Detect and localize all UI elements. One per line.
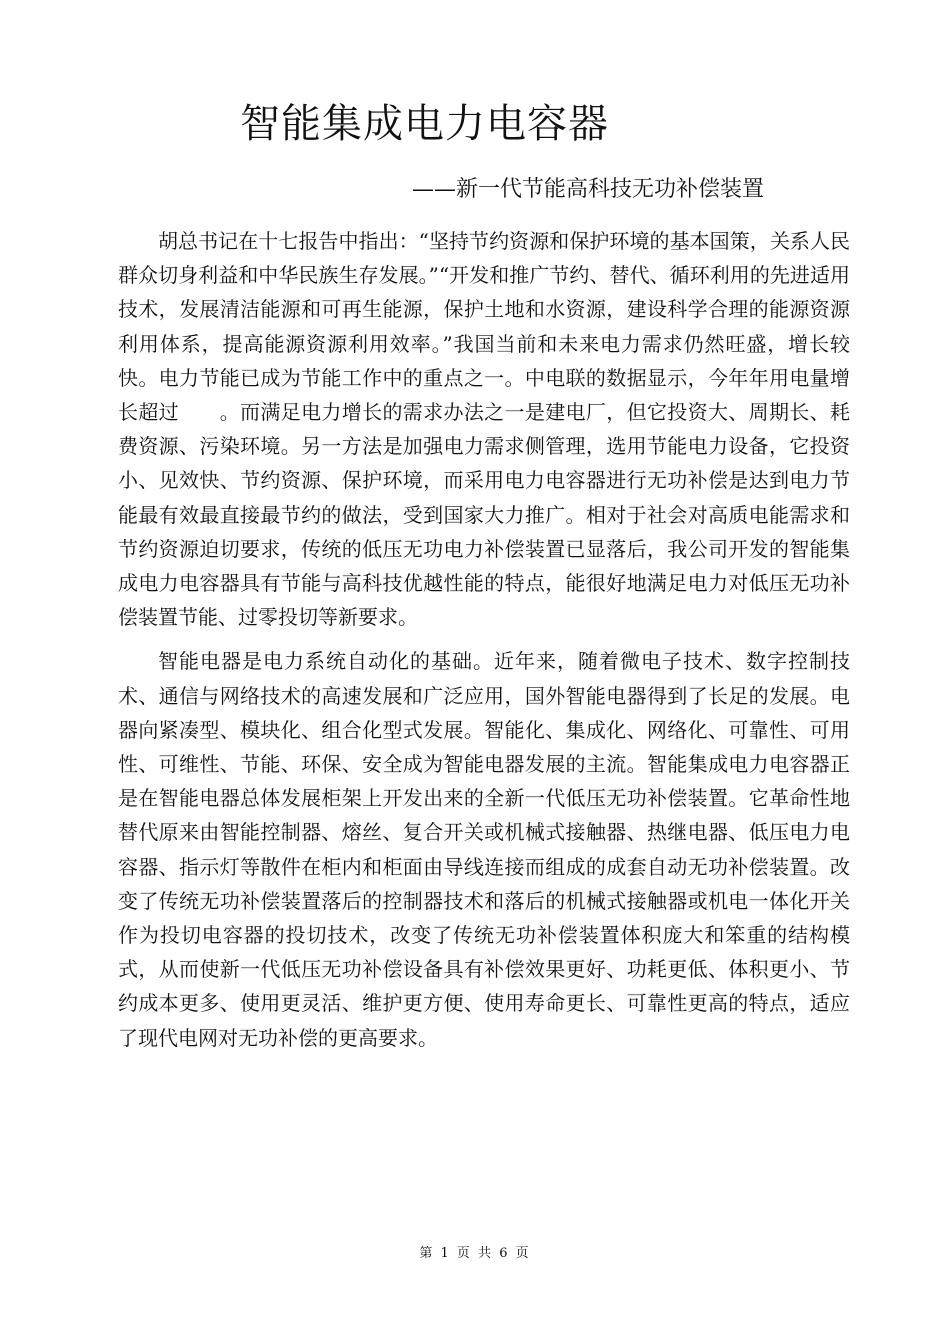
document-title: 智能集成电力电容器 (240, 101, 609, 147)
document-subtitle: ——新一代节能高科技无功补偿装置 (412, 177, 765, 202)
page-number-footer: 第 1 页 共 6 页 (419, 1246, 531, 1261)
document-body (118, 224, 850, 1065)
body-paragraph: 胡总书记在十七报告中指出：“坚持节约资源和保护环境的基本国策，关系人民群众切身利益和中华民族生存发展。”“开发和推广节约、替代、循环利用的先进适用技术，发展清洁能源和可再生能源，保护土地和水资源，建设科学合理的能源资源利用体系，提高能源资源利用效率。”我国当前和未来电力需求仍然旺盛，增长较快。电力节能已成为节能工作中的重点之一。中电联的数据显示，今年年用电量增长超过 。而满足电力增长的需求办法之一是建电厂，但它投资大、周期长、耗费资源、污染环境。另一方法是加强电力需求侧管理，选用节能电力设备，它投资小、见效快、节约资源、保护环境，而采用电力电容器进行无功补偿是达到电力节能最有效最直接最节约的做法，受到国家大力推广。相对于社会对高质电能需求和节约资源迫切要求，传统的低压无功电力补偿装置已显落后，我公司开发的智能集成电力电容器具有节能与高科技优越性能的特点，能很好地满足电力对低压无功补偿装置节能、过零投切等新要求。 (118, 229, 850, 630)
body-paragraph: 智能电器是电力系统自动化的基础。近年来，随着微电子技术、数字控制技术、通信与网络技术的高速发展和广泛应用，国外智能电器得到了长足的发展。电器向紧凑型、模块化、组合化型式发展。智能化、集成化、网络化、可靠性、可用性、可维性、节能、环保、安全成为智能电器发展的主流。智能集成电力电容器正是在智能电器总体发展柜架上开发出来的全新一代低压无功补偿装置。它革命性地替代原来由智能控制器、熔丝、复合开关或机械式接触器、热继电器、低压电力电容器、指示灯等散件在柜内和柜面由导线连接而组成的成套自动无功补偿装置。改变了传统无功补偿装置落后的控制器技术和落后的机械式接触器或机电一体化开关作为投切电容器的投切技术，改变了传统无功补偿装置体积庞大和笨重的结构模式，从而使新一代低压无功补偿设备具有补偿效果更好、功耗更低、体积更小、节约成本更多、使用更灵活、维护更方便、使用寿命更长、可靠性更高的特点，适应了现代电网对无功补偿的更高要求。 (118, 649, 850, 1050)
